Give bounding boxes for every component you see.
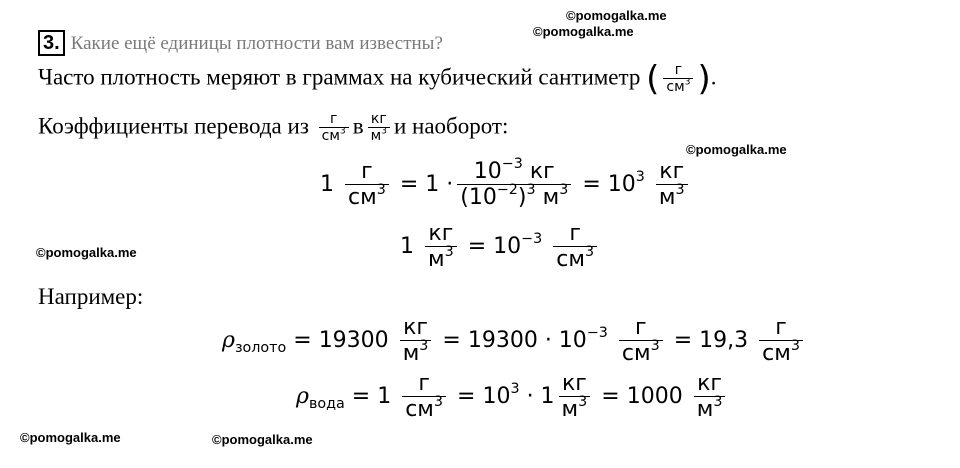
fraction-numerator: кг: [561, 371, 587, 396]
unit-text: см: [666, 79, 685, 96]
fraction-numerator: кг: [428, 221, 454, 246]
fraction-numerator: г: [635, 315, 647, 340]
math-number: 10: [473, 159, 502, 184]
unit-text: см: [621, 341, 651, 367]
unit-text: м: [370, 128, 382, 145]
unit-fraction: [368, 112, 390, 144]
fraction-numerator: кг: [403, 315, 428, 340]
fraction-denominator: [553, 246, 597, 272]
math-number: 10: [607, 172, 636, 198]
unit-text: м: [561, 397, 579, 423]
right-paren: ): [697, 59, 711, 99]
math-number: (10: [460, 185, 497, 211]
conversion-line: [38, 112, 508, 144]
fraction-numerator: г: [330, 111, 338, 127]
fraction-denominator: [402, 396, 446, 422]
math-number: 1 ·: [425, 172, 454, 198]
unit-fraction: [663, 63, 693, 95]
exponent: 3: [433, 394, 444, 411]
fraction-numerator: кг: [370, 111, 387, 127]
exponent: 3: [584, 244, 595, 261]
unit-fraction: [553, 222, 597, 272]
equation-3: [222, 316, 807, 366]
unit-text: м: [696, 397, 714, 423]
unit-text: м: [658, 185, 676, 211]
watermark: ©pomogalka.me: [36, 245, 137, 260]
equals-sign: =: [582, 172, 601, 198]
fraction-denominator: [759, 340, 803, 366]
fraction-numerator: г: [775, 315, 787, 340]
exponent: 3: [510, 381, 520, 398]
left-paren: (: [646, 59, 660, 99]
exponent: 3: [559, 182, 569, 199]
math-number: 1000: [626, 384, 683, 410]
fraction-denominator: [425, 246, 457, 272]
fraction-denominator: [345, 184, 389, 210]
question-header: [38, 30, 443, 56]
exponent: 3: [419, 338, 429, 355]
watermark: ©pomogalka.me: [566, 8, 667, 23]
unit-text: см: [405, 397, 434, 423]
fraction-denominator: [368, 127, 390, 144]
unit-text: см: [556, 247, 585, 273]
watermark: ©pomogalka.me: [212, 432, 313, 447]
unit-text: см: [321, 128, 340, 145]
fraction-numerator: кг: [697, 371, 722, 396]
conversion-text: Коэффициенты перевода из: [38, 113, 309, 139]
math-number: 1: [400, 234, 414, 260]
exponent: 3: [526, 182, 536, 199]
math-number: 1: [377, 384, 392, 410]
exponent: 3: [713, 394, 723, 411]
fraction-denominator: [663, 78, 693, 95]
equals-sign: =: [399, 172, 419, 198]
watermark: ©pomogalka.me: [686, 142, 787, 157]
exponent: 3: [650, 338, 660, 355]
equals-sign: =: [467, 234, 487, 260]
unit-text: м: [428, 247, 445, 273]
math-number: 1: [320, 172, 334, 198]
fraction-denominator: [559, 396, 591, 422]
exponent: 3: [675, 182, 685, 199]
equals-sign: =: [457, 384, 476, 410]
conversion-fraction: [457, 156, 571, 211]
fraction-numerator: г: [569, 221, 581, 246]
equals-sign: =: [293, 328, 312, 354]
watermark: ©pomogalka.me: [20, 430, 121, 445]
fraction-numerator: кг: [659, 159, 685, 184]
rho-symbol: ρ: [222, 328, 235, 354]
exponent: 3: [381, 127, 387, 138]
unit-text: см: [762, 341, 791, 367]
unit-text: см: [348, 185, 377, 211]
rho-symbol: ρ: [296, 384, 309, 410]
exponent: 3: [376, 182, 386, 199]
exponent: −3: [586, 325, 608, 342]
fraction-numerator: г: [361, 159, 373, 184]
unit-fraction: [400, 316, 432, 366]
equation-1: [320, 156, 692, 211]
unit-fraction: [345, 160, 389, 210]
fraction-numerator: г: [674, 61, 683, 78]
conversion-text: в: [352, 113, 364, 139]
rho-subscript: вода: [308, 396, 345, 413]
fraction-denominator: [694, 396, 726, 422]
math-number: 10: [482, 384, 511, 410]
math-number: 19300 · 10: [467, 328, 587, 354]
exponent: −3: [521, 231, 543, 248]
unit-fraction: [402, 372, 446, 422]
fraction-denominator: [400, 340, 432, 366]
exponent: 3: [790, 338, 800, 355]
question-number: 3.: [38, 30, 65, 56]
fraction-numerator: [471, 156, 558, 184]
unit-text: м: [542, 185, 560, 211]
period: .: [710, 64, 717, 90]
fraction-denominator: [656, 184, 688, 210]
math-paren: ): [517, 185, 527, 211]
exponent: 3: [635, 169, 645, 186]
exponent: −2: [496, 182, 518, 199]
equation-4: [296, 372, 729, 422]
math-number: 19300: [318, 328, 389, 354]
unit-fraction: [694, 372, 726, 422]
intro-text: Часто плотность меряют в граммах на кубический сантиметр: [38, 64, 641, 90]
unit-fraction: [656, 160, 688, 210]
fraction-denominator: [619, 340, 663, 366]
unit-text: кг: [529, 159, 555, 184]
exponent: 3: [444, 244, 454, 261]
math-number: 19,3: [699, 328, 749, 354]
conversion-text: и наоборот:: [393, 113, 509, 139]
exponent: 3: [578, 394, 588, 411]
watermark: ©pomogalka.me: [533, 24, 634, 39]
unit-fraction: [619, 316, 663, 366]
unit-fraction: [425, 222, 457, 272]
unit-fraction: [319, 112, 349, 144]
math-number: · 1: [526, 384, 555, 410]
equals-sign: =: [601, 384, 620, 410]
math-number: 10: [493, 234, 522, 260]
fraction-numerator: г: [418, 371, 430, 396]
unit-fraction: [559, 372, 591, 422]
exponent: 3: [684, 77, 691, 88]
exponent: −3: [501, 156, 523, 172]
equation-2: [400, 222, 601, 272]
unit-text: м: [402, 341, 420, 367]
question-text: Какие ещё единицы плотности вам известны?: [70, 33, 443, 54]
fraction-denominator: [319, 127, 349, 144]
example-label: Например:: [38, 284, 144, 309]
equals-sign: =: [442, 328, 461, 354]
rho-subscript: золото: [234, 340, 287, 357]
unit-fraction: [759, 316, 803, 366]
equals-sign: =: [351, 384, 371, 410]
equals-sign: =: [673, 328, 693, 354]
exponent: 3: [339, 127, 346, 138]
intro-line: [38, 59, 717, 99]
fraction-denominator: [457, 184, 571, 210]
